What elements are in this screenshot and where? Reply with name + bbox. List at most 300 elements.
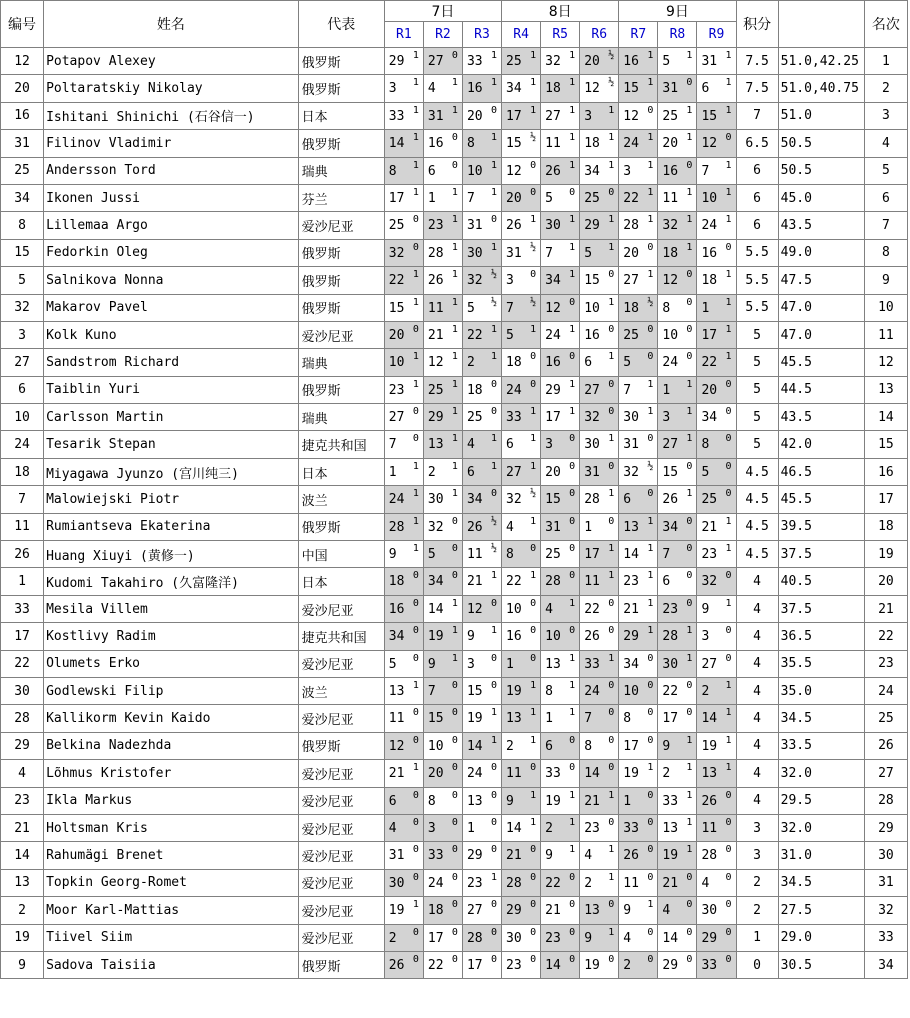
header-day-1: 7日 xyxy=(384,1,501,22)
player-rank: 18 xyxy=(864,513,907,540)
round-8-cell xyxy=(658,897,697,924)
header-round-8: R8 xyxy=(658,22,697,48)
game-result: 1 xyxy=(725,214,732,226)
game-result: 1 xyxy=(686,789,693,801)
game-result: 1 xyxy=(491,871,498,883)
player-points: 5.5 xyxy=(736,267,778,294)
player-number: 33 xyxy=(1,595,44,622)
game-result: 0 xyxy=(686,323,693,335)
round-8-cell xyxy=(658,650,697,677)
round-6-cell xyxy=(580,568,619,595)
player-points: 6 xyxy=(736,184,778,211)
game-result: 0 xyxy=(451,679,458,691)
round-3-cell xyxy=(462,814,501,841)
opponent-number: 9 xyxy=(506,793,514,809)
round-8-cell xyxy=(658,486,697,513)
game-result: 1 xyxy=(491,50,498,61)
round-6-cell xyxy=(580,677,619,704)
opponent-number: 19 xyxy=(701,738,718,754)
opponent-number: 28 xyxy=(388,519,405,535)
player-points: 5.5 xyxy=(736,294,778,321)
opponent-number: 26 xyxy=(427,273,444,289)
round-2-cell xyxy=(423,842,462,869)
table-row xyxy=(1,705,908,732)
opponent-number: 14 xyxy=(466,738,483,754)
round-2-cell xyxy=(423,321,462,348)
player-rank: 12 xyxy=(864,349,907,376)
player-name: Potapov Alexey xyxy=(44,48,299,75)
game-result: 0 xyxy=(647,953,654,965)
opponent-number: 1 xyxy=(506,656,514,672)
player-tiebreak: 37.5 xyxy=(778,541,864,568)
game-result: 0 xyxy=(530,543,537,555)
round-3-cell xyxy=(462,842,501,869)
table-row xyxy=(1,376,908,403)
opponent-number: 26 xyxy=(701,793,718,809)
player-name: Tiivel Siim xyxy=(44,924,299,951)
game-result: 0 xyxy=(608,762,615,774)
game-result: 0 xyxy=(686,77,693,89)
game-result: 1 xyxy=(725,597,732,609)
game-result: 1 xyxy=(647,214,654,226)
game-result: 1 xyxy=(491,186,498,198)
round-5-cell xyxy=(541,212,580,239)
player-rank: 4 xyxy=(864,130,907,157)
round-2-cell xyxy=(423,869,462,896)
player-representation: 俄罗斯 xyxy=(298,75,384,102)
game-result: 0 xyxy=(725,460,732,472)
player-number: 24 xyxy=(1,431,44,458)
opponent-number: 13 xyxy=(545,656,561,672)
player-points: 4 xyxy=(736,787,778,814)
round-9-cell xyxy=(697,239,736,266)
game-result: 0 xyxy=(686,460,693,472)
opponent-number: 14 xyxy=(662,930,679,946)
game-result: 0 xyxy=(686,296,693,308)
round-7-cell xyxy=(619,157,658,184)
opponent-number: 34 xyxy=(466,492,483,508)
opponent-number: 12 xyxy=(662,273,679,289)
round-6-cell xyxy=(580,267,619,294)
player-tiebreak: 45.5 xyxy=(778,486,864,513)
player-name: Fedorkin Oleg xyxy=(44,239,299,266)
round-4-cell xyxy=(502,130,541,157)
header-rep: 代表 xyxy=(298,1,384,48)
game-result: 0 xyxy=(451,871,458,883)
player-representation: 波兰 xyxy=(298,677,384,704)
opponent-number: 24 xyxy=(466,766,483,782)
round-4-cell xyxy=(502,102,541,129)
opponent-number: 30 xyxy=(545,218,561,234)
game-result: 1 xyxy=(686,734,693,746)
opponent-number: 8 xyxy=(545,683,553,699)
player-rank: 5 xyxy=(864,157,907,184)
round-5-cell xyxy=(541,924,580,951)
player-points: 5 xyxy=(736,376,778,403)
opponent-number: 34 xyxy=(427,574,444,590)
game-result: 1 xyxy=(686,406,693,418)
game-result: 1 xyxy=(491,77,498,89)
opponent-number: 29 xyxy=(545,382,561,398)
opponent-number: 25 xyxy=(506,54,522,69)
player-points: 4 xyxy=(736,677,778,704)
game-result: 0 xyxy=(530,597,537,609)
table-row xyxy=(1,130,908,157)
player-number: 7 xyxy=(1,486,44,513)
game-result: 1 xyxy=(647,625,654,637)
game-result: 1 xyxy=(412,515,419,527)
game-result: 1 xyxy=(412,296,419,308)
round-5-cell xyxy=(541,486,580,513)
round-2-cell xyxy=(423,130,462,157)
table-row xyxy=(1,184,908,211)
table-row xyxy=(1,568,908,595)
game-result: 1 xyxy=(491,707,498,719)
game-result: 1 xyxy=(608,296,615,308)
game-result: 0 xyxy=(725,953,732,965)
player-name: Mesila Villem xyxy=(44,595,299,622)
opponent-number: 19 xyxy=(623,766,639,782)
opponent-number: 19 xyxy=(662,848,679,864)
opponent-number: 11 xyxy=(662,190,679,206)
round-5-cell xyxy=(541,458,580,485)
game-result: 0 xyxy=(608,625,615,637)
opponent-number: 19 xyxy=(584,957,600,973)
game-result: 1 xyxy=(725,50,732,61)
game-result: 0 xyxy=(451,762,458,774)
opponent-number: 9 xyxy=(545,848,553,864)
round-1-cell xyxy=(384,677,423,704)
game-result: 0 xyxy=(725,816,732,828)
round-7-cell xyxy=(619,951,658,978)
player-points: 6 xyxy=(736,212,778,239)
player-number: 28 xyxy=(1,705,44,732)
table-row xyxy=(1,267,908,294)
round-8-cell xyxy=(658,541,697,568)
game-result: ½ xyxy=(530,132,537,144)
player-rank: 27 xyxy=(864,760,907,787)
opponent-number: 20 xyxy=(466,108,483,124)
opponent-number: 16 xyxy=(427,136,444,152)
round-9-cell xyxy=(697,677,736,704)
table-row xyxy=(1,212,908,239)
opponent-number: 28 xyxy=(427,245,444,261)
player-number: 15 xyxy=(1,239,44,266)
round-8-cell xyxy=(658,951,697,978)
game-result: 1 xyxy=(569,378,576,390)
game-result: 0 xyxy=(530,159,537,171)
game-result: 0 xyxy=(569,953,576,965)
game-result: ½ xyxy=(530,241,537,253)
opponent-number: 33 xyxy=(506,410,522,426)
game-result: 1 xyxy=(412,679,419,691)
game-result: 0 xyxy=(686,871,693,883)
player-rank: 33 xyxy=(864,924,907,951)
opponent-number: 14 xyxy=(427,601,444,617)
opponent-number: 15 xyxy=(701,108,718,124)
opponent-number: 19 xyxy=(506,683,522,699)
game-result: 1 xyxy=(647,159,654,171)
game-result: 1 xyxy=(530,679,537,691)
opponent-number: 16 xyxy=(388,601,405,617)
game-result: 0 xyxy=(569,433,576,445)
game-result: 0 xyxy=(491,762,498,774)
opponent-number: 30 xyxy=(506,930,522,946)
opponent-number: 24 xyxy=(584,683,600,699)
opponent-number: 28 xyxy=(506,875,522,891)
game-result: 0 xyxy=(491,789,498,801)
player-points: 4 xyxy=(736,650,778,677)
round-1-cell xyxy=(384,212,423,239)
opponent-number: 6 xyxy=(662,574,671,590)
table-row xyxy=(1,760,908,787)
opponent-number: 33 xyxy=(584,656,600,672)
player-points: 3 xyxy=(736,814,778,841)
round-5-cell xyxy=(541,732,580,759)
opponent-number: 23 xyxy=(427,218,444,234)
round-8-cell xyxy=(658,102,697,129)
game-result: 0 xyxy=(451,570,458,582)
opponent-number: 27 xyxy=(427,54,444,69)
player-rank: 8 xyxy=(864,239,907,266)
player-points: 4 xyxy=(736,623,778,650)
game-result: 0 xyxy=(686,953,693,965)
round-7-cell xyxy=(619,897,658,924)
player-points: 0 xyxy=(736,951,778,978)
round-1-cell xyxy=(384,130,423,157)
game-result: 1 xyxy=(451,214,458,226)
opponent-number: 21 xyxy=(623,601,639,617)
player-tiebreak: 35.5 xyxy=(778,650,864,677)
player-rank: 19 xyxy=(864,541,907,568)
player-tiebreak: 34.5 xyxy=(778,869,864,896)
game-result: 0 xyxy=(569,734,576,746)
round-4-cell xyxy=(502,157,541,184)
player-number: 31 xyxy=(1,130,44,157)
header-round-2: R2 xyxy=(423,22,462,48)
round-2-cell xyxy=(423,404,462,431)
round-3-cell xyxy=(462,787,501,814)
player-tiebreak: 29.0 xyxy=(778,924,864,951)
game-result: 1 xyxy=(686,241,693,253)
game-result: 0 xyxy=(647,679,654,691)
game-result: 1 xyxy=(451,488,458,500)
game-result: 1 xyxy=(686,378,693,390)
player-number: 32 xyxy=(1,294,44,321)
round-5-cell xyxy=(541,48,580,75)
player-name: Huang Xiuyi (黄修一) xyxy=(44,541,299,568)
game-result: 1 xyxy=(647,899,654,911)
opponent-number: 4 xyxy=(388,820,397,836)
player-representation: 俄罗斯 xyxy=(298,130,384,157)
player-number: 17 xyxy=(1,623,44,650)
player-tiebreak: 50.5 xyxy=(778,157,864,184)
player-rank: 10 xyxy=(864,294,907,321)
opponent-number: 32 xyxy=(388,245,405,261)
opponent-number: 3 xyxy=(427,820,436,836)
player-rank: 11 xyxy=(864,321,907,348)
game-result: 1 xyxy=(569,844,576,856)
table-row xyxy=(1,513,908,540)
game-result: 0 xyxy=(608,734,615,746)
player-representation: 俄罗斯 xyxy=(298,239,384,266)
round-8-cell xyxy=(658,705,697,732)
game-result: 0 xyxy=(412,707,419,719)
opponent-number: 20 xyxy=(662,136,679,152)
player-tiebreak: 32.0 xyxy=(778,814,864,841)
round-2-cell xyxy=(423,75,462,102)
player-representation: 俄罗斯 xyxy=(298,48,384,75)
game-result: 0 xyxy=(530,378,537,390)
opponent-number: 5 xyxy=(506,327,514,343)
round-5-cell xyxy=(541,321,580,348)
player-representation: 日本 xyxy=(298,102,384,129)
opponent-number: 5 xyxy=(545,190,553,206)
round-6-cell xyxy=(580,595,619,622)
opponent-number: 13 xyxy=(584,903,600,919)
game-result: ½ xyxy=(608,77,615,89)
round-8-cell xyxy=(658,787,697,814)
round-4-cell xyxy=(502,760,541,787)
opponent-number: 17 xyxy=(466,957,483,973)
game-result: 1 xyxy=(608,926,615,938)
round-5-cell xyxy=(541,869,580,896)
player-number: 30 xyxy=(1,677,44,704)
game-result: 0 xyxy=(412,926,419,938)
round-2-cell xyxy=(423,568,462,595)
table-row xyxy=(1,897,908,924)
round-2-cell xyxy=(423,924,462,951)
round-8-cell xyxy=(658,595,697,622)
player-points: 7 xyxy=(736,102,778,129)
game-result: 1 xyxy=(412,762,419,774)
player-points: 5 xyxy=(736,404,778,431)
round-7-cell xyxy=(619,130,658,157)
round-7-cell xyxy=(619,869,658,896)
round-2-cell xyxy=(423,787,462,814)
opponent-number: 5 xyxy=(623,355,632,371)
opponent-number: 32 xyxy=(623,464,639,480)
game-result: 0 xyxy=(530,269,537,281)
round-6-cell xyxy=(580,458,619,485)
round-5-cell xyxy=(541,951,580,978)
opponent-number: 33 xyxy=(623,820,639,836)
round-3-cell xyxy=(462,431,501,458)
player-number: 20 xyxy=(1,75,44,102)
opponent-number: 34 xyxy=(545,273,561,289)
round-3-cell xyxy=(462,75,501,102)
round-9-cell xyxy=(697,705,736,732)
opponent-number: 15 xyxy=(662,464,679,480)
round-7-cell xyxy=(619,267,658,294)
player-representation: 爱沙尼亚 xyxy=(298,842,384,869)
player-tiebreak: 34.5 xyxy=(778,705,864,732)
opponent-number: 4 xyxy=(427,81,436,97)
round-7-cell xyxy=(619,541,658,568)
player-rank: 1 xyxy=(864,48,907,75)
game-result: 0 xyxy=(491,926,498,938)
player-points: 4 xyxy=(736,705,778,732)
round-5-cell xyxy=(541,404,580,431)
opponent-number: 26 xyxy=(388,957,405,973)
player-name: Andersson Tord xyxy=(44,157,299,184)
opponent-number: 28 xyxy=(466,930,483,946)
opponent-number: 13 xyxy=(506,711,522,727)
player-representation: 爱沙尼亚 xyxy=(298,869,384,896)
game-result: 0 xyxy=(608,515,615,527)
player-tiebreak: 50.5 xyxy=(778,130,864,157)
game-result: 1 xyxy=(686,816,693,828)
game-result: 1 xyxy=(647,186,654,198)
round-9-cell xyxy=(697,541,736,568)
opponent-number: 32 xyxy=(506,492,522,508)
round-6-cell xyxy=(580,486,619,513)
round-6-cell xyxy=(580,842,619,869)
game-result: 0 xyxy=(451,132,458,144)
game-result: 1 xyxy=(686,652,693,664)
game-result: 1 xyxy=(412,269,419,281)
game-result: 0 xyxy=(608,323,615,335)
game-result: 0 xyxy=(530,871,537,883)
game-result: 0 xyxy=(491,378,498,390)
opponent-number: 29 xyxy=(427,410,444,426)
round-2-cell xyxy=(423,732,462,759)
player-name: Taiblin Yuri xyxy=(44,376,299,403)
round-9-cell xyxy=(697,897,736,924)
round-4-cell xyxy=(502,349,541,376)
round-1-cell xyxy=(384,541,423,568)
opponent-number: 18 xyxy=(388,574,405,590)
opponent-number: 6 xyxy=(545,738,553,754)
opponent-number: 1 xyxy=(388,464,397,480)
game-result: 0 xyxy=(412,734,419,746)
game-result: 0 xyxy=(412,625,419,637)
game-result: 0 xyxy=(412,816,419,828)
round-7-cell xyxy=(619,924,658,951)
opponent-number: 33 xyxy=(701,957,718,973)
game-result: 1 xyxy=(608,789,615,801)
round-9-cell xyxy=(697,650,736,677)
round-4-cell xyxy=(502,458,541,485)
opponent-number: 32 xyxy=(701,574,718,590)
opponent-number: 8 xyxy=(662,300,671,316)
round-9-cell xyxy=(697,294,736,321)
game-result: 1 xyxy=(569,77,576,89)
opponent-number: 21 xyxy=(584,793,600,809)
opponent-number: 13 xyxy=(388,683,405,699)
player-tiebreak: 37.5 xyxy=(778,595,864,622)
player-tiebreak: 29.5 xyxy=(778,787,864,814)
round-1-cell xyxy=(384,513,423,540)
game-result: 0 xyxy=(569,186,576,198)
opponent-number: 34 xyxy=(623,656,639,672)
opponent-number: 9 xyxy=(388,547,397,563)
round-2-cell xyxy=(423,267,462,294)
opponent-number: 3 xyxy=(545,437,553,453)
opponent-number: 9 xyxy=(427,656,436,672)
game-result: 1 xyxy=(686,433,693,445)
round-9-cell xyxy=(697,157,736,184)
table-row xyxy=(1,102,908,129)
opponent-number: 28 xyxy=(584,492,600,508)
round-8-cell xyxy=(658,321,697,348)
opponent-number: 29 xyxy=(506,903,522,919)
game-result: 1 xyxy=(530,707,537,719)
opponent-number: 29 xyxy=(623,629,639,645)
opponent-number: 18 xyxy=(701,273,718,289)
game-result: 0 xyxy=(569,543,576,555)
game-result: 1 xyxy=(647,597,654,609)
